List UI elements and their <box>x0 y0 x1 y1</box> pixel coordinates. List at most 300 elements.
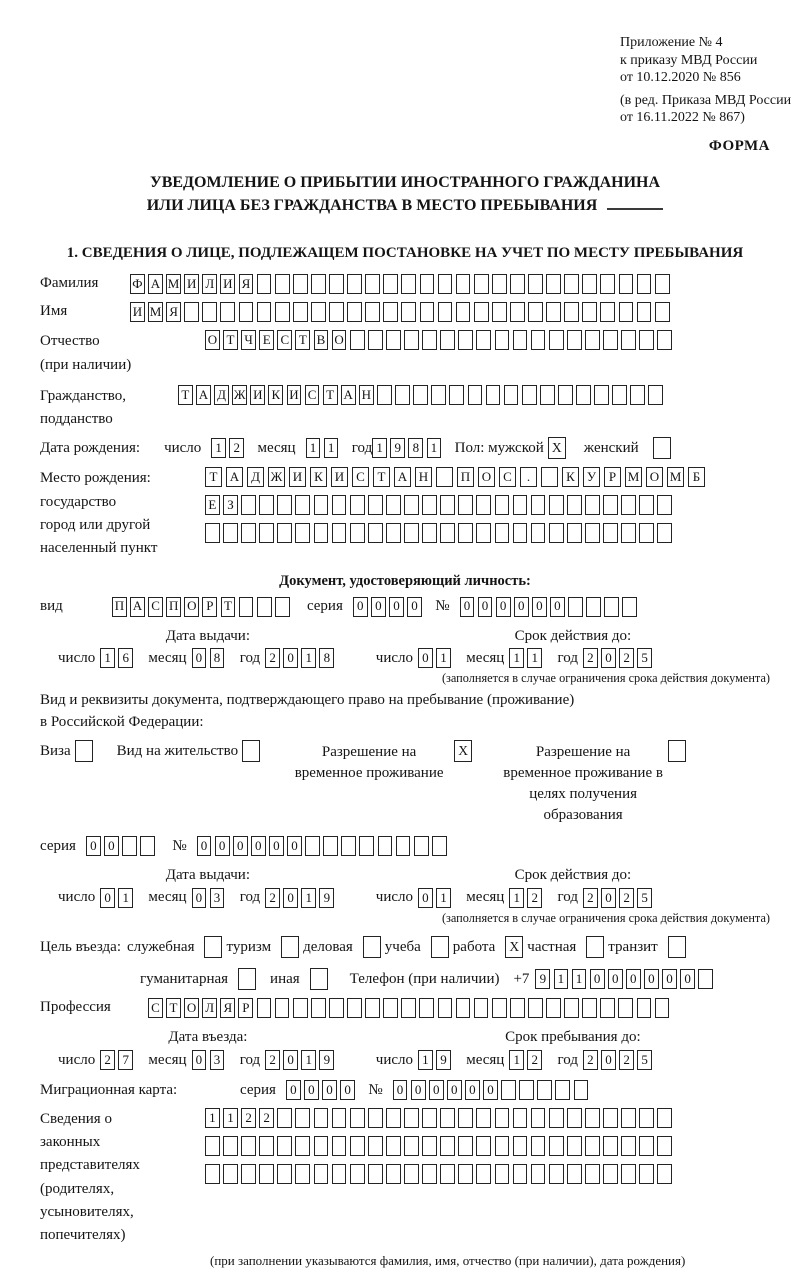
form-cell[interactable] <box>275 998 290 1018</box>
form-cell[interactable]: 1 <box>223 1108 238 1128</box>
form-cell[interactable] <box>314 1164 329 1184</box>
form-cell[interactable] <box>594 385 609 405</box>
form-cell[interactable] <box>585 1136 600 1156</box>
form-cell[interactable] <box>422 330 437 350</box>
form-cell[interactable] <box>347 302 362 322</box>
form-cell[interactable] <box>630 385 645 405</box>
form-cell[interactable] <box>220 302 235 322</box>
form-cell[interactable]: 2 <box>619 888 634 908</box>
form-cell[interactable] <box>531 1108 546 1128</box>
form-cell[interactable] <box>368 495 383 515</box>
form-cell[interactable]: 0 <box>550 597 565 617</box>
form-cell[interactable] <box>468 385 483 405</box>
form-cell[interactable] <box>332 1108 347 1128</box>
form-cell[interactable]: С <box>305 385 320 405</box>
form-cell[interactable]: Р <box>202 597 217 617</box>
form-cell[interactable] <box>184 302 199 322</box>
form-cell[interactable] <box>657 330 672 350</box>
form-cell[interactable] <box>368 330 383 350</box>
form-cell[interactable] <box>564 302 579 322</box>
form-cell[interactable]: 1 <box>436 888 451 908</box>
form-cell[interactable] <box>259 523 274 543</box>
form-cell[interactable] <box>404 1108 419 1128</box>
form-cell[interactable] <box>401 998 416 1018</box>
form-cell[interactable] <box>422 1136 437 1156</box>
form-cell[interactable] <box>293 302 308 322</box>
form-cell[interactable]: Л <box>202 274 217 294</box>
form-cell[interactable]: К <box>310 467 327 487</box>
form-cell[interactable] <box>657 1164 672 1184</box>
form-cell[interactable]: 0 <box>192 648 207 668</box>
form-cell[interactable] <box>476 330 491 350</box>
form-cell[interactable] <box>486 385 501 405</box>
form-cell[interactable]: 8 <box>210 648 225 668</box>
form-cell[interactable] <box>655 998 670 1018</box>
form-cell[interactable] <box>531 330 546 350</box>
form-cell[interactable]: 1 <box>436 648 451 668</box>
form-cell[interactable]: И <box>250 385 265 405</box>
form-cell[interactable] <box>386 495 401 515</box>
form-cell[interactable]: П <box>166 597 181 617</box>
form-cell[interactable] <box>368 523 383 543</box>
form-cell[interactable] <box>295 1136 310 1156</box>
form-cell[interactable] <box>440 495 455 515</box>
form-cell[interactable]: Я <box>239 274 254 294</box>
form-cell[interactable]: 0 <box>251 836 266 856</box>
form-cell[interactable]: 8 <box>319 648 334 668</box>
form-cell[interactable] <box>311 998 326 1018</box>
form-cell[interactable]: А <box>341 385 356 405</box>
form-cell[interactable]: К <box>562 467 579 487</box>
form-cell[interactable] <box>657 495 672 515</box>
form-cell[interactable]: Н <box>359 385 374 405</box>
form-cell[interactable]: 0 <box>496 597 511 617</box>
form-cell[interactable] <box>567 330 582 350</box>
form-cell[interactable]: 1 <box>509 648 524 668</box>
form-cell[interactable] <box>386 330 401 350</box>
form-cell[interactable] <box>603 495 618 515</box>
form-cell[interactable]: 2 <box>527 1050 542 1070</box>
form-cell[interactable] <box>329 302 344 322</box>
form-cell[interactable]: 1 <box>427 438 442 458</box>
form-cell[interactable] <box>239 597 254 617</box>
form-cell[interactable] <box>585 495 600 515</box>
form-cell[interactable] <box>458 495 473 515</box>
form-cell[interactable] <box>603 1164 618 1184</box>
form-cell[interactable]: 2 <box>527 888 542 908</box>
form-cell[interactable] <box>350 523 365 543</box>
form-cell[interactable] <box>619 274 634 294</box>
form-cell[interactable]: 1 <box>572 969 587 989</box>
form-cell[interactable]: . <box>520 467 537 487</box>
form-cell[interactable] <box>582 302 597 322</box>
form-cell[interactable] <box>622 597 637 617</box>
form-cell[interactable] <box>311 302 326 322</box>
form-cell[interactable] <box>648 385 663 405</box>
form-cell[interactable] <box>422 523 437 543</box>
form-cell[interactable] <box>540 385 555 405</box>
purpose-humanitarian-checkbox[interactable] <box>238 968 256 990</box>
form-cell[interactable] <box>436 467 453 487</box>
form-cell[interactable]: 6 <box>118 648 133 668</box>
form-cell[interactable] <box>432 836 447 856</box>
form-cell[interactable] <box>241 1164 256 1184</box>
form-cell[interactable] <box>386 1164 401 1184</box>
form-cell[interactable] <box>531 1136 546 1156</box>
form-cell[interactable] <box>549 330 564 350</box>
form-cell[interactable] <box>546 998 561 1018</box>
form-cell[interactable]: В <box>314 330 329 350</box>
form-cell[interactable]: 0 <box>601 1050 616 1070</box>
form-cell[interactable]: Ч <box>241 330 256 350</box>
form-cell[interactable] <box>438 302 453 322</box>
form-cell[interactable] <box>603 330 618 350</box>
form-cell[interactable] <box>275 274 290 294</box>
form-cell[interactable]: 2 <box>265 648 280 668</box>
form-cell[interactable]: 0 <box>192 888 207 908</box>
form-cell[interactable] <box>510 998 525 1018</box>
form-cell[interactable]: 3 <box>210 888 225 908</box>
form-cell[interactable]: 1 <box>301 1050 316 1070</box>
form-cell[interactable]: Р <box>238 998 253 1018</box>
form-cell[interactable]: 2 <box>583 888 598 908</box>
form-cell[interactable] <box>513 330 528 350</box>
form-cell[interactable]: 2 <box>583 1050 598 1070</box>
form-cell[interactable]: 1 <box>509 888 524 908</box>
form-cell[interactable]: 0 <box>104 836 119 856</box>
form-cell[interactable] <box>420 302 435 322</box>
form-cell[interactable] <box>600 998 615 1018</box>
form-cell[interactable]: Т <box>166 998 181 1018</box>
form-cell[interactable] <box>495 523 510 543</box>
form-cell[interactable]: 2 <box>619 1050 634 1070</box>
form-cell[interactable]: 0 <box>233 836 248 856</box>
form-cell[interactable] <box>341 836 356 856</box>
purpose-official-checkbox[interactable] <box>204 936 222 958</box>
form-cell[interactable] <box>378 836 393 856</box>
form-cell[interactable] <box>474 998 489 1018</box>
form-cell[interactable] <box>568 597 583 617</box>
form-cell[interactable] <box>513 523 528 543</box>
form-cell[interactable] <box>567 495 582 515</box>
form-cell[interactable]: М <box>625 467 642 487</box>
form-cell[interactable] <box>582 274 597 294</box>
form-cell[interactable]: Д <box>247 467 264 487</box>
form-cell[interactable]: 0 <box>283 648 298 668</box>
purpose-transit-checkbox[interactable] <box>668 936 686 958</box>
form-cell[interactable] <box>476 523 491 543</box>
form-cell[interactable] <box>314 1108 329 1128</box>
form-cell[interactable] <box>383 274 398 294</box>
form-cell[interactable] <box>223 523 238 543</box>
form-cell[interactable] <box>513 1164 528 1184</box>
form-cell[interactable] <box>637 274 652 294</box>
form-cell[interactable]: Е <box>205 495 220 515</box>
form-cell[interactable]: О <box>478 467 495 487</box>
form-cell[interactable]: Ф <box>130 274 145 294</box>
form-cell[interactable]: 0 <box>283 1050 298 1070</box>
form-cell[interactable] <box>621 1164 636 1184</box>
form-cell[interactable] <box>350 1164 365 1184</box>
form-cell[interactable] <box>612 385 627 405</box>
form-cell[interactable] <box>314 1136 329 1156</box>
form-cell[interactable] <box>277 523 292 543</box>
form-cell[interactable] <box>365 998 380 1018</box>
form-cell[interactable]: 0 <box>286 1080 301 1100</box>
form-cell[interactable]: 0 <box>644 969 659 989</box>
form-cell[interactable] <box>458 1164 473 1184</box>
form-cell[interactable]: М <box>166 274 181 294</box>
form-cell[interactable] <box>639 523 654 543</box>
form-cell[interactable] <box>401 302 416 322</box>
form-cell[interactable] <box>513 495 528 515</box>
form-cell[interactable] <box>332 495 347 515</box>
form-cell[interactable]: 1 <box>527 648 542 668</box>
form-cell[interactable]: 0 <box>197 836 212 856</box>
form-cell[interactable] <box>440 1164 455 1184</box>
purpose-tourism-checkbox[interactable] <box>281 936 299 958</box>
form-cell[interactable]: И <box>130 302 145 322</box>
form-cell[interactable]: И <box>287 385 302 405</box>
form-cell[interactable] <box>122 836 137 856</box>
form-cell[interactable]: 0 <box>353 597 368 617</box>
form-cell[interactable]: Т <box>223 330 238 350</box>
form-cell[interactable] <box>549 1136 564 1156</box>
purpose-other-checkbox[interactable] <box>310 968 328 990</box>
form-cell[interactable] <box>639 330 654 350</box>
form-cell[interactable] <box>404 330 419 350</box>
form-cell[interactable] <box>438 274 453 294</box>
form-cell[interactable] <box>567 1136 582 1156</box>
form-cell[interactable] <box>386 1108 401 1128</box>
form-cell[interactable] <box>549 1164 564 1184</box>
form-cell[interactable]: 1 <box>301 888 316 908</box>
form-cell[interactable]: Т <box>178 385 193 405</box>
form-cell[interactable] <box>368 1164 383 1184</box>
form-cell[interactable]: К <box>268 385 283 405</box>
form-cell[interactable]: 5 <box>637 888 652 908</box>
form-cell[interactable] <box>458 523 473 543</box>
form-cell[interactable]: С <box>148 597 163 617</box>
form-cell[interactable]: О <box>205 330 220 350</box>
residence-permit-checkbox[interactable] <box>242 740 260 762</box>
form-cell[interactable]: А <box>130 597 145 617</box>
form-cell[interactable]: 9 <box>535 969 550 989</box>
form-cell[interactable] <box>586 597 601 617</box>
form-cell[interactable] <box>305 836 320 856</box>
form-cell[interactable] <box>637 998 652 1018</box>
form-cell[interactable] <box>347 998 362 1018</box>
form-cell[interactable] <box>368 1136 383 1156</box>
form-cell[interactable] <box>440 1136 455 1156</box>
form-cell[interactable] <box>513 1108 528 1128</box>
form-cell[interactable]: Я <box>220 998 235 1018</box>
form-cell[interactable]: О <box>332 330 347 350</box>
form-cell[interactable]: Ж <box>232 385 247 405</box>
form-cell[interactable] <box>495 330 510 350</box>
form-cell[interactable]: А <box>148 274 163 294</box>
form-cell[interactable] <box>323 836 338 856</box>
form-cell[interactable] <box>604 597 619 617</box>
form-cell[interactable]: О <box>184 597 199 617</box>
form-cell[interactable]: 2 <box>265 1050 280 1070</box>
form-cell[interactable] <box>257 274 272 294</box>
form-cell[interactable]: М <box>148 302 163 322</box>
form-cell[interactable]: О <box>184 998 199 1018</box>
form-cell[interactable]: А <box>196 385 211 405</box>
form-cell[interactable] <box>585 1108 600 1128</box>
form-cell[interactable] <box>603 523 618 543</box>
form-cell[interactable] <box>585 1164 600 1184</box>
form-cell[interactable] <box>585 523 600 543</box>
form-cell[interactable]: П <box>112 597 127 617</box>
form-cell[interactable] <box>639 1164 654 1184</box>
form-cell[interactable]: 1 <box>205 1108 220 1128</box>
form-cell[interactable]: 0 <box>389 597 404 617</box>
form-cell[interactable] <box>257 302 272 322</box>
form-cell[interactable] <box>657 523 672 543</box>
form-cell[interactable] <box>396 836 411 856</box>
form-cell[interactable] <box>277 495 292 515</box>
form-cell[interactable] <box>422 1164 437 1184</box>
form-cell[interactable]: 5 <box>637 648 652 668</box>
form-cell[interactable] <box>332 1136 347 1156</box>
form-cell[interactable] <box>621 523 636 543</box>
form-cell[interactable] <box>528 302 543 322</box>
form-cell[interactable] <box>359 836 374 856</box>
form-cell[interactable] <box>541 467 558 487</box>
form-cell[interactable] <box>546 302 561 322</box>
form-cell[interactable] <box>332 523 347 543</box>
form-cell[interactable] <box>205 523 220 543</box>
form-cell[interactable] <box>456 302 471 322</box>
form-cell[interactable] <box>576 385 591 405</box>
form-cell[interactable] <box>655 274 670 294</box>
form-cell[interactable] <box>456 998 471 1018</box>
sex-male-checkbox[interactable]: X <box>548 437 566 459</box>
form-cell[interactable] <box>456 274 471 294</box>
form-cell[interactable]: 0 <box>478 597 493 617</box>
form-cell[interactable] <box>564 998 579 1018</box>
form-cell[interactable]: И <box>331 467 348 487</box>
visa-checkbox[interactable] <box>75 740 93 762</box>
form-cell[interactable]: З <box>223 495 238 515</box>
form-cell[interactable]: Ж <box>268 467 285 487</box>
temp-residence-checkbox[interactable]: X <box>454 740 472 762</box>
form-cell[interactable] <box>549 495 564 515</box>
form-cell[interactable] <box>311 274 326 294</box>
form-cell[interactable] <box>621 495 636 515</box>
form-cell[interactable] <box>495 495 510 515</box>
form-cell[interactable]: 0 <box>393 1080 408 1100</box>
form-cell[interactable]: Р <box>604 467 621 487</box>
form-cell[interactable]: 0 <box>608 969 623 989</box>
form-cell[interactable] <box>495 1136 510 1156</box>
form-cell[interactable] <box>365 302 380 322</box>
form-cell[interactable] <box>332 1164 347 1184</box>
form-cell[interactable] <box>574 1080 589 1100</box>
form-cell[interactable]: 0 <box>418 888 433 908</box>
form-cell[interactable] <box>492 998 507 1018</box>
form-cell[interactable]: Т <box>221 597 236 617</box>
form-cell[interactable] <box>476 1164 491 1184</box>
form-cell[interactable] <box>531 495 546 515</box>
form-cell[interactable]: 0 <box>269 836 284 856</box>
form-cell[interactable] <box>241 523 256 543</box>
form-cell[interactable] <box>223 1136 238 1156</box>
purpose-work-checkbox[interactable]: X <box>505 936 523 958</box>
form-cell[interactable] <box>202 302 217 322</box>
form-cell[interactable] <box>347 274 362 294</box>
form-cell[interactable]: Т <box>205 467 222 487</box>
form-cell[interactable] <box>205 1164 220 1184</box>
form-cell[interactable]: 2 <box>619 648 634 668</box>
form-cell[interactable] <box>295 523 310 543</box>
form-cell[interactable]: 3 <box>210 1050 225 1070</box>
form-cell[interactable]: 0 <box>283 888 298 908</box>
form-cell[interactable] <box>618 998 633 1018</box>
form-cell[interactable] <box>522 385 537 405</box>
form-cell[interactable]: 2 <box>583 648 598 668</box>
form-cell[interactable] <box>413 385 428 405</box>
form-cell[interactable] <box>314 495 329 515</box>
form-cell[interactable]: 0 <box>411 1080 426 1100</box>
form-cell[interactable] <box>395 385 410 405</box>
form-cell[interactable]: 0 <box>590 969 605 989</box>
form-cell[interactable]: Д <box>214 385 229 405</box>
form-cell[interactable] <box>549 1108 564 1128</box>
form-cell[interactable]: 0 <box>407 597 422 617</box>
form-cell[interactable] <box>140 836 155 856</box>
form-cell[interactable]: 0 <box>322 1080 337 1100</box>
form-cell[interactable] <box>350 1108 365 1128</box>
form-cell[interactable]: 1 <box>306 438 321 458</box>
form-cell[interactable]: М <box>667 467 684 487</box>
form-cell[interactable]: 0 <box>532 597 547 617</box>
form-cell[interactable] <box>293 274 308 294</box>
form-cell[interactable]: Т <box>373 467 390 487</box>
form-cell[interactable] <box>275 302 290 322</box>
form-cell[interactable] <box>564 274 579 294</box>
form-cell[interactable]: 2 <box>241 1108 256 1128</box>
form-cell[interactable] <box>698 969 713 989</box>
form-cell[interactable] <box>585 330 600 350</box>
form-cell[interactable]: 0 <box>680 969 695 989</box>
form-cell[interactable] <box>637 302 652 322</box>
form-cell[interactable] <box>510 302 525 322</box>
form-cell[interactable] <box>365 274 380 294</box>
form-cell[interactable] <box>386 1136 401 1156</box>
form-cell[interactable] <box>404 495 419 515</box>
form-cell[interactable] <box>458 330 473 350</box>
form-cell[interactable]: 8 <box>408 438 423 458</box>
form-cell[interactable]: Б <box>688 467 705 487</box>
form-cell[interactable] <box>259 1136 274 1156</box>
form-cell[interactable] <box>495 1164 510 1184</box>
form-cell[interactable] <box>537 1080 552 1100</box>
form-cell[interactable] <box>458 1136 473 1156</box>
form-cell[interactable]: У <box>583 467 600 487</box>
form-cell[interactable] <box>259 1164 274 1184</box>
form-cell[interactable]: 0 <box>192 1050 207 1070</box>
form-cell[interactable] <box>546 274 561 294</box>
form-cell[interactable] <box>458 1108 473 1128</box>
form-cell[interactable] <box>223 1164 238 1184</box>
form-cell[interactable]: 0 <box>100 888 115 908</box>
form-cell[interactable] <box>639 1108 654 1128</box>
form-cell[interactable] <box>549 523 564 543</box>
form-cell[interactable] <box>329 274 344 294</box>
